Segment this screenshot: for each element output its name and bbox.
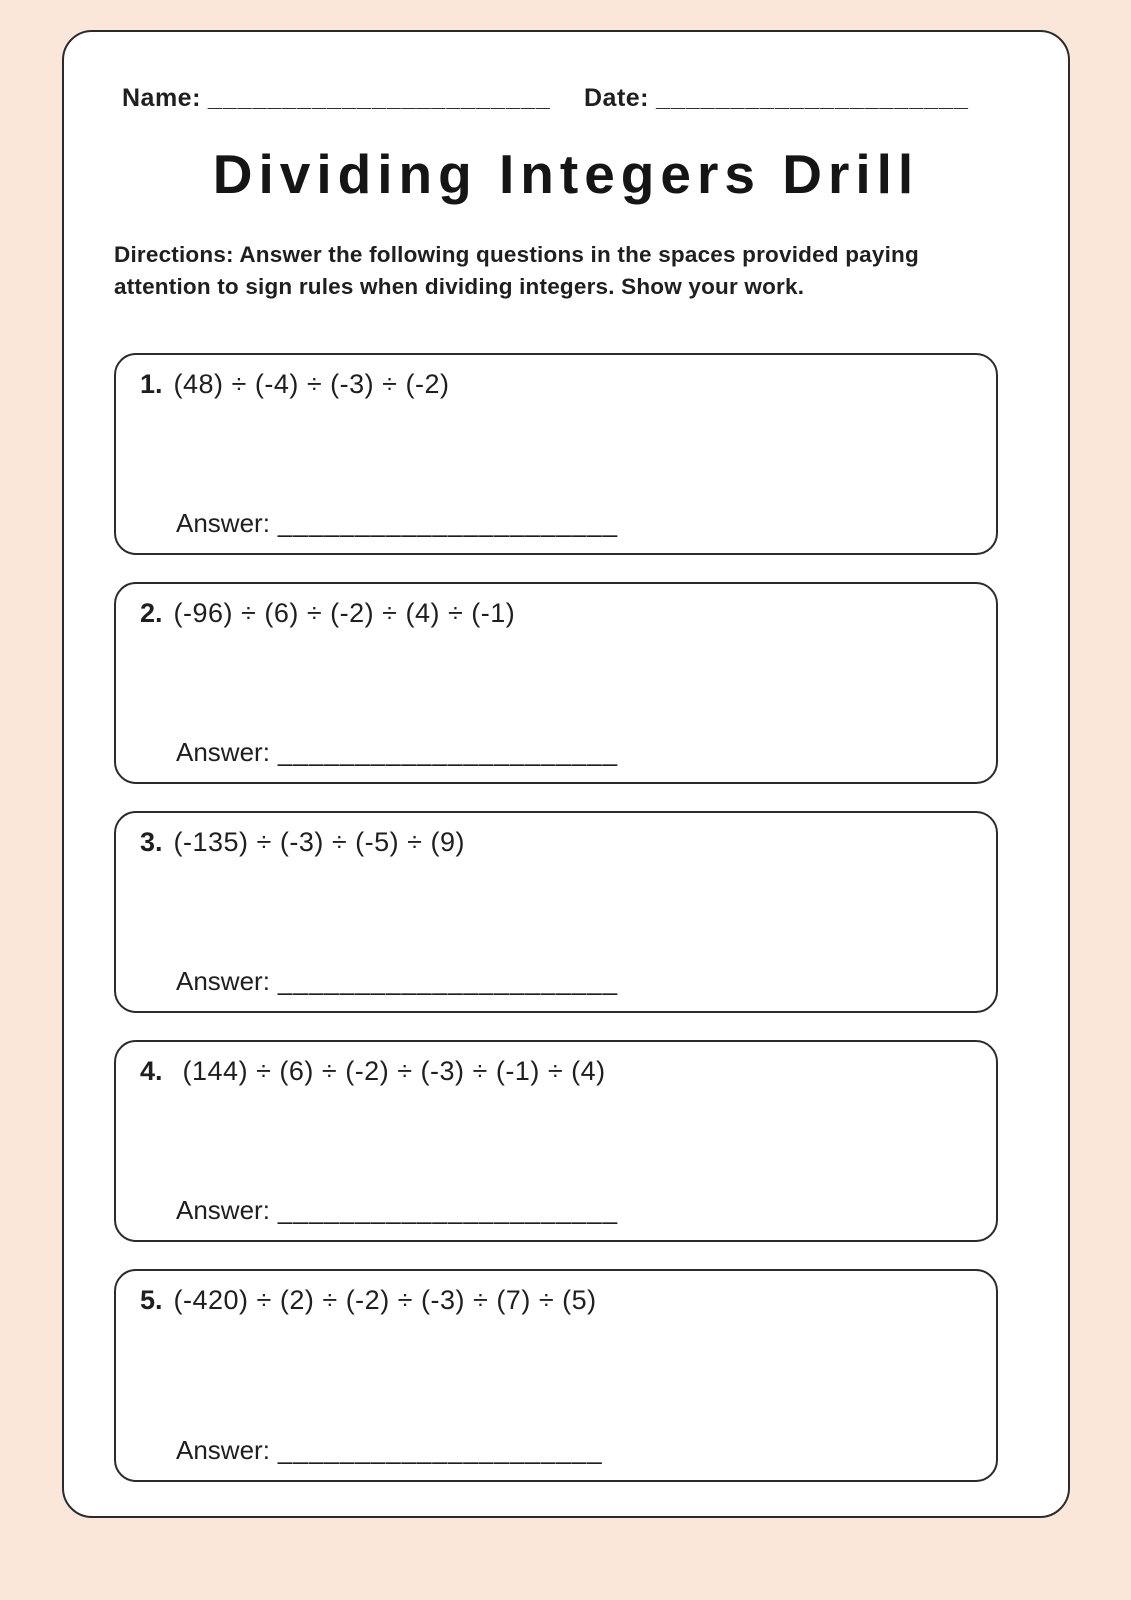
answer-row <box>176 508 618 539</box>
date-label: Date: <box>584 84 650 112</box>
problem-expression: (-420) ÷ (2) ÷ (-2) ÷ (-3) ÷ (7) ÷ (5) <box>173 1285 597 1315</box>
problem-number: 4. <box>140 1056 163 1086</box>
problem-box-1 <box>114 353 998 555</box>
header-row <box>122 84 1028 116</box>
answer-label: Answer: <box>176 1195 270 1225</box>
answer-blank-line: ______________________ <box>277 508 619 538</box>
problem-line <box>140 598 980 629</box>
problem-expression: (144) ÷ (6) ÷ (-2) ÷ (-3) ÷ (-1) ÷ (4) <box>182 1056 606 1086</box>
problem-expression: (-96) ÷ (6) ÷ (-2) ÷ (4) ÷ (-1) <box>173 598 516 628</box>
answer-blank-line: _____________________ <box>277 1435 603 1465</box>
answer-row <box>176 1435 603 1466</box>
problem-number: 1. <box>140 369 163 399</box>
answer-label: Answer: <box>176 1435 270 1465</box>
name-blank-line: _______________________ <box>207 84 551 112</box>
problem-box-4 <box>114 1040 998 1242</box>
name-label: Name: <box>122 84 201 112</box>
problem-box-2 <box>114 582 998 784</box>
answer-blank-line: ______________________ <box>277 1195 619 1225</box>
problem-line <box>140 827 980 858</box>
answer-blank-line: ______________________ <box>277 966 619 996</box>
answer-label: Answer: <box>176 737 270 767</box>
problem-expression: (48) ÷ (-4) ÷ (-3) ÷ (-2) <box>173 369 450 399</box>
problem-line <box>140 1056 980 1087</box>
problems-list <box>114 353 998 1482</box>
worksheet-card <box>62 30 1070 1518</box>
answer-label: Answer: <box>176 508 270 538</box>
date-blank-line: _____________________ <box>655 84 969 112</box>
worksheet-title: Dividing Integers Drill <box>212 143 920 205</box>
problem-expression: (-135) ÷ (-3) ÷ (-5) ÷ (9) <box>173 827 465 857</box>
problem-box-3 <box>114 811 998 1013</box>
name-field-group <box>122 84 551 113</box>
problem-line <box>140 1285 980 1316</box>
date-field-group <box>584 84 969 113</box>
answer-row <box>176 1195 618 1226</box>
answer-row <box>176 737 618 768</box>
problem-line <box>140 369 980 400</box>
problem-number: 5. <box>140 1285 163 1315</box>
problem-number: 3. <box>140 827 163 857</box>
problem-number: 2. <box>140 598 163 628</box>
answer-label: Answer: <box>176 966 270 996</box>
answer-row <box>176 966 618 997</box>
problem-box-5 <box>114 1269 998 1482</box>
answer-blank-line: ______________________ <box>277 737 619 767</box>
directions-text: Directions: Answer the following questions in the spaces provided paying attention to sign rules when dividing integers. Show your work. <box>114 242 919 300</box>
